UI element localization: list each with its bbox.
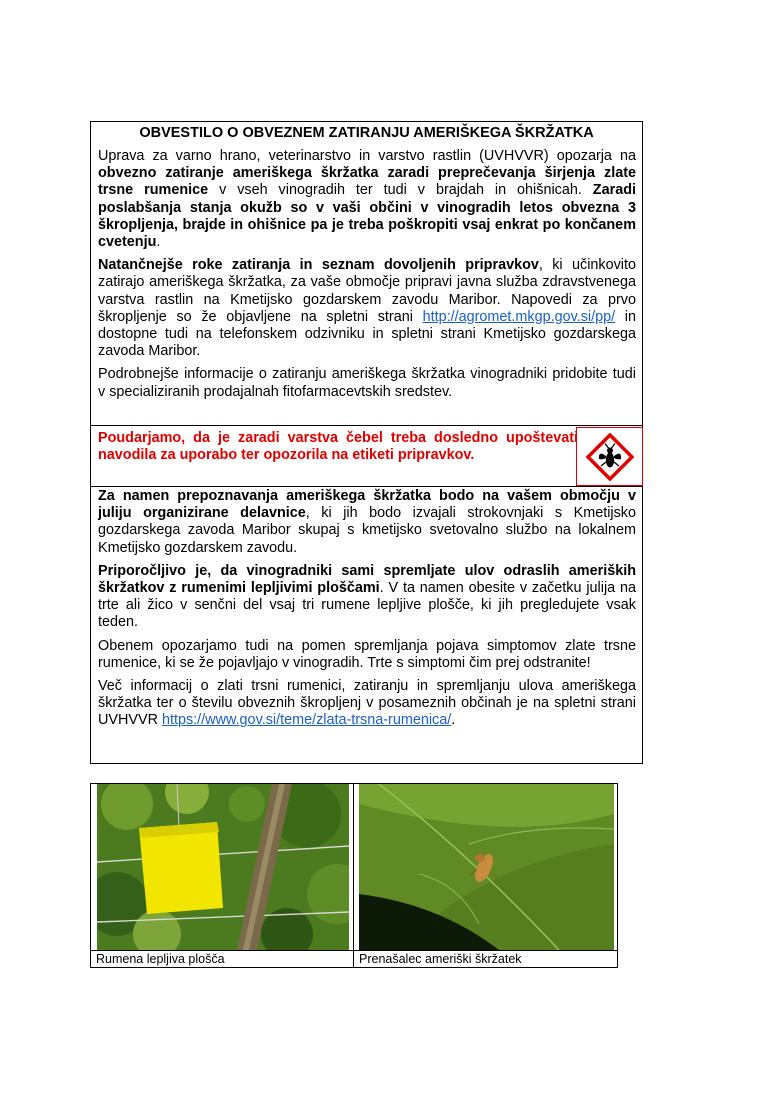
more-info-text-1: Več informacij o zlati trsni rumenici, zatiranju in spremljanju ulova ameriškega škržatka ter o številu obveznih škropljenj v posameznih občinah je na spletni strani UVHVVR <box>98 678 636 729</box>
paragraph-workshops <box>98 488 636 557</box>
caption-trap: Rumena lepljiva plošča <box>91 950 353 967</box>
photo-cell-trap <box>91 784 354 967</box>
photo-table <box>90 783 618 968</box>
notice-section-monitoring <box>91 487 642 763</box>
notice-box <box>90 121 643 764</box>
paragraph-schedule <box>98 257 636 360</box>
intro-bold-2: Zaradi poslabšanja stanja okužb so v vaši občini v vinogradih letos obvezna 3 škropljenja, brajde in ohišnice pa je treba poškropiti vsaj enkrat po končanem cvetenju <box>98 182 636 251</box>
paragraph-symptoms: Obenem opozarjamo tudi na pomen spremljanja pojava simptomov zlate trsne rumenice, ki se že pojavljajo v vinogradih. Trte s simptomi čim prej odstranite! <box>98 637 636 671</box>
intro-text-3: . <box>156 234 161 251</box>
hazard-symbol-box <box>576 427 643 486</box>
schedule-bold: Natančnejše roke zatiranja in seznam dovoljenih pripravkov <box>98 257 539 274</box>
paragraph-traps <box>98 563 636 632</box>
notice-title: OBVESTILO O OBVEZNEM ZATIRANJU AMERIŠKEGA ŠKRŽATKA <box>139 125 594 141</box>
schedule-text-2: in dostopne tudi na telefonskem odzivniku in spletni strani Kmetijsko gozdarskega zavoda Maribor. <box>98 308 636 360</box>
schedule-text-1: , ki učinkovito zatirajo ameriškega škržatka, za vaše območje pripravi javna služba zdravstvenega varstva rastlin na Kmetijsko gozdarskem zavodu Maribor. Napovedi za prvo škropljenje so že objavljene na spletni strani <box>98 257 636 325</box>
paragraph-shops: Podrobnejše informacije o zatiranju ameriškega škržatka vinogradniki pridobite tudi v specializiranih prodajalnah fitofarmacevtskih sredstev. <box>98 366 636 400</box>
bee-warning-text: Poudarjamo, da je zaradi varstva čebel treba dosledno upoštevati navodila za uporabo ter opozorila na etiketi pripravkov. <box>98 430 578 464</box>
workshops-text: , ki jih bodo izvajali strokovnjaki s Kmetijsko gozdarskega zavoda Maribor skupaj s kmetijsko svetovalno službo na lokalnem Kmetijsko gozdarskem zavodu. <box>98 505 636 556</box>
intro-bold-1: obvezno zatiranje ameriškega škržatka zaradi preprečevanja širjenja zlate trsne rumenice <box>98 165 636 199</box>
intro-text-1: Uprava za varno hrano, veterinarstvo in varstvo rastlin (UVHVVR) opozarja na <box>98 148 636 164</box>
traps-bold: Priporočljivo je, da vinogradniki sami spremljate ulov odraslih ameriških škržatkov z rumenimi lepljivimi ploščami <box>98 562 636 597</box>
agromet-link[interactable]: http://agromet.mkgp.gov.si/pp/ <box>422 308 616 325</box>
bee-hazard-icon <box>586 433 634 481</box>
workshops-bold: Za namen prepoznavanja ameriškega škržatka bodo na vašem območju v juliju organizirane delavnice <box>98 488 636 522</box>
leafhopper-photo <box>359 784 614 950</box>
paragraph-more-info <box>98 678 636 730</box>
notice-section-main <box>91 122 642 425</box>
caption-leafhopper: Prenašalec ameriški škržatek <box>354 950 617 967</box>
traps-text: . V ta namen obesite v začetku julija na trte ali žico v senčni del vsaj tri rumene lepljive plošče, ki jih pregledujete vsak teden. <box>98 580 636 631</box>
yellow-sticky-trap-photo <box>97 784 349 950</box>
more-info-text-2: . <box>451 712 456 729</box>
govsi-link[interactable]: https://www.gov.si/teme/zlata-trsna-rumenica/ <box>161 712 452 729</box>
intro-text-2: v vseh vinogradih ter tudi v brajdah in ohišnicah. <box>208 182 593 199</box>
photo-cell-leafhopper <box>354 784 617 967</box>
bee-warning-section <box>91 425 642 487</box>
paragraph-intro <box>98 148 636 251</box>
